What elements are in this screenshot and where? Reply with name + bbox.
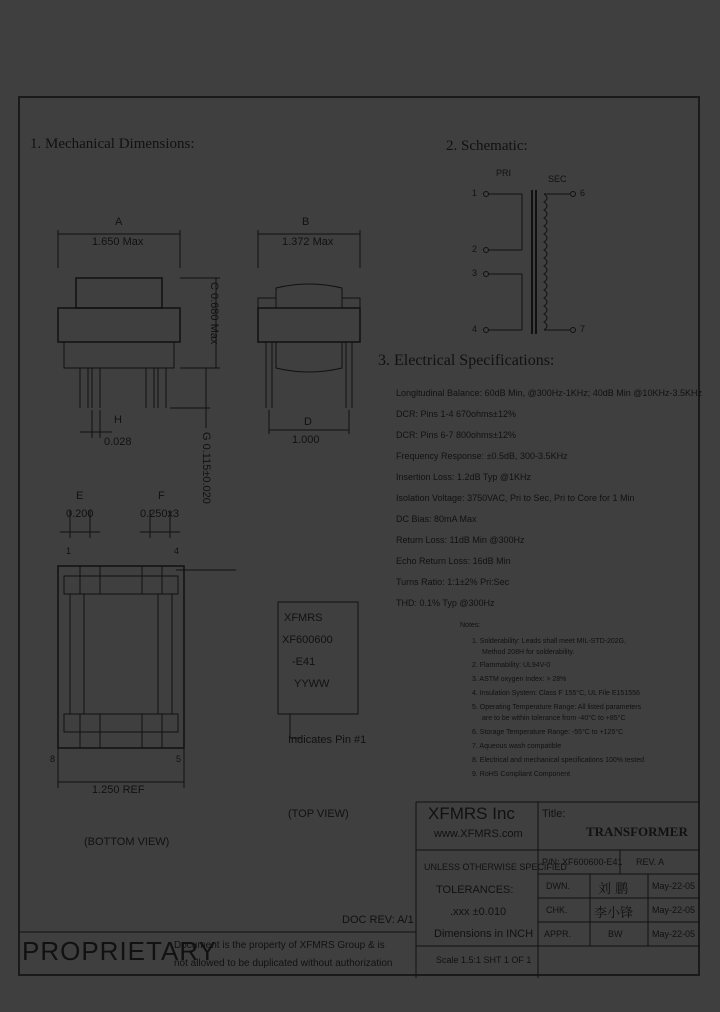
pin-1-label: 1 bbox=[66, 546, 72, 556]
tolerance-value: .xxx ±0.010 bbox=[450, 906, 507, 918]
schematic-pin-3: 3 bbox=[472, 268, 478, 278]
proprietary-label: PROPRIETARY bbox=[22, 936, 217, 966]
spec-row: DCR: Pins 6-7 800ohms±12% bbox=[396, 430, 517, 440]
pin-8-label: 8 bbox=[50, 754, 56, 764]
dim-b-value: 1.372 Max bbox=[282, 236, 334, 248]
spec-row: Return Loss: 11dB Min @300Hz bbox=[396, 535, 525, 545]
pin-4-label: 4 bbox=[174, 546, 180, 556]
drawing-title: TRANSFORMER bbox=[586, 824, 688, 839]
schematic-pin-6: 6 bbox=[580, 188, 586, 198]
spec-row: Turns Ratio: 1:1±2% Pri:Sec bbox=[396, 577, 510, 587]
note-item: Method 208H for solderability. bbox=[482, 649, 575, 656]
dwn-name: 刘 鹏 bbox=[598, 882, 629, 897]
spec-row: DC Bias: 80mA Max bbox=[396, 514, 477, 524]
note-item: 6. Storage Temperature Range: -55°C to +125°C bbox=[472, 729, 624, 736]
dimensions-unit: Dimensions in INCH bbox=[434, 928, 534, 940]
company-website: www.XFMRS.com bbox=[434, 828, 523, 840]
appr-name: BW bbox=[608, 929, 623, 939]
spec-row: Isolation Voltage: 3750VAC, Pri to Sec, Pri to Core for 1 Min bbox=[396, 493, 635, 503]
schematic-sec-label: SEC bbox=[548, 174, 567, 184]
bottom-view-label: (BOTTOM VIEW) bbox=[84, 836, 170, 848]
marking-line-4: YYWW bbox=[294, 678, 330, 690]
spec-row: Echo Return Loss: 16dB Min bbox=[396, 556, 511, 566]
spec-row: Longitudinal Balance: 60dB Min, @300Hz-1KHz; 40dB Min @10KHz-3.5KHz bbox=[396, 388, 702, 398]
note-item: 2. Flammability: UL94V-0 bbox=[472, 662, 551, 669]
note-item: 1. Solderability: Leads shall meet MIL-STD-202G, bbox=[472, 638, 627, 645]
unless-specified: UNLESS OTHERWISE SPECIFIED bbox=[424, 862, 567, 872]
schematic-pin-7: 7 bbox=[580, 324, 586, 334]
dim-d-value: 1.000 bbox=[292, 434, 320, 446]
appr-date: May-22-05 bbox=[652, 929, 696, 939]
tolerances-label: TOLERANCES: bbox=[436, 884, 514, 896]
chk-label: CHK. bbox=[546, 905, 568, 915]
electrical-specifications-heading: 3. Electrical Specifications: bbox=[378, 352, 555, 369]
chk-name: 李小锋 bbox=[594, 906, 634, 921]
schematic-pin-2: 2 bbox=[472, 244, 478, 254]
revision: REV. A bbox=[636, 857, 665, 867]
marking-line-1: XFMRS bbox=[284, 612, 323, 624]
dim-c-value: C 0.680 Max bbox=[208, 282, 220, 345]
marking-line-3: -E41 bbox=[292, 656, 316, 668]
dim-g-value: G 0.115±0.020 bbox=[200, 432, 212, 504]
schematic-heading: 2. Schematic: bbox=[446, 138, 528, 154]
top-view-label: (TOP VIEW) bbox=[288, 808, 349, 820]
note-item: 4. Insulation System: Class F 155°C, UL File E151556 bbox=[472, 690, 640, 697]
spec-row: Insertion Loss: 1.2dB Typ @1KHz bbox=[396, 472, 532, 482]
indicates-pin-1-note: Indicates Pin #1 bbox=[288, 734, 367, 746]
dim-a-letter: A bbox=[115, 216, 123, 228]
dim-h-letter: H bbox=[114, 414, 122, 426]
note-item: 9. RoHS Compliant Component bbox=[472, 771, 571, 778]
dim-h-value: 0.028 bbox=[104, 436, 132, 448]
part-number: P/N: XF600600-E41 bbox=[542, 857, 623, 867]
spec-row: Frequency Response: ±0.5dB, 300-3.5KHz bbox=[396, 451, 568, 461]
note-item: 7. Aqueous wash compatible bbox=[472, 743, 562, 750]
dwn-date: May-22-05 bbox=[652, 881, 696, 891]
notes-title: Notes: bbox=[460, 622, 481, 629]
proprietary-notice-2: not allowed to be duplicated without authorization bbox=[174, 958, 393, 969]
dim-e-letter: E bbox=[76, 490, 84, 502]
drawing-sheet bbox=[18, 96, 700, 976]
appr-label: APPR. bbox=[544, 929, 572, 939]
dwn-label: DWN. bbox=[546, 881, 570, 891]
note-item: 3. ASTM oxygen Index: > 28% bbox=[472, 676, 567, 683]
pin-5-label: 5 bbox=[176, 754, 182, 764]
mechanical-dimensions-heading: 1. Mechanical Dimensions: bbox=[30, 136, 195, 152]
schematic-pin-1: 1 bbox=[472, 188, 478, 198]
dim-e-value: 0.200 bbox=[66, 508, 94, 520]
schematic-pin-4: 4 bbox=[472, 324, 478, 334]
chk-date: May-22-05 bbox=[652, 905, 696, 915]
dim-f-value: 0.250x3 bbox=[140, 508, 180, 520]
marking-line-2: XF600600 bbox=[282, 634, 333, 646]
dim-a-value: 1.650 Max bbox=[92, 236, 144, 248]
scale-sheet: Scale 1.5:1 SHT 1 OF 1 bbox=[436, 955, 532, 965]
dim-b-letter: B bbox=[302, 216, 310, 228]
company-name: XFMRS Inc bbox=[428, 804, 515, 823]
spec-row: THD: 0.1% Typ @300Hz bbox=[396, 598, 495, 608]
note-item: 8. Electrical and mechanical specifications 100% tested bbox=[472, 757, 644, 764]
doc-revision: DOC REV: A/1 bbox=[342, 914, 414, 926]
note-item: 5. Operating Temperature Range: All listed parameters bbox=[472, 704, 642, 711]
dim-f-letter: F bbox=[158, 490, 165, 502]
note-item: are to be within tolerance from -40°C to +85°C bbox=[482, 715, 626, 722]
dim-d-letter: D bbox=[304, 416, 312, 428]
spec-row: DCR: Pins 1-4 670ohms±12% bbox=[396, 409, 517, 419]
proprietary-notice-1: Document is the property of XFMRS Group & is bbox=[174, 940, 385, 951]
schematic-pri-label: PRI bbox=[496, 168, 512, 178]
title-label: Title: bbox=[542, 808, 566, 820]
ref-dimension: 1.250 REF bbox=[92, 784, 145, 796]
